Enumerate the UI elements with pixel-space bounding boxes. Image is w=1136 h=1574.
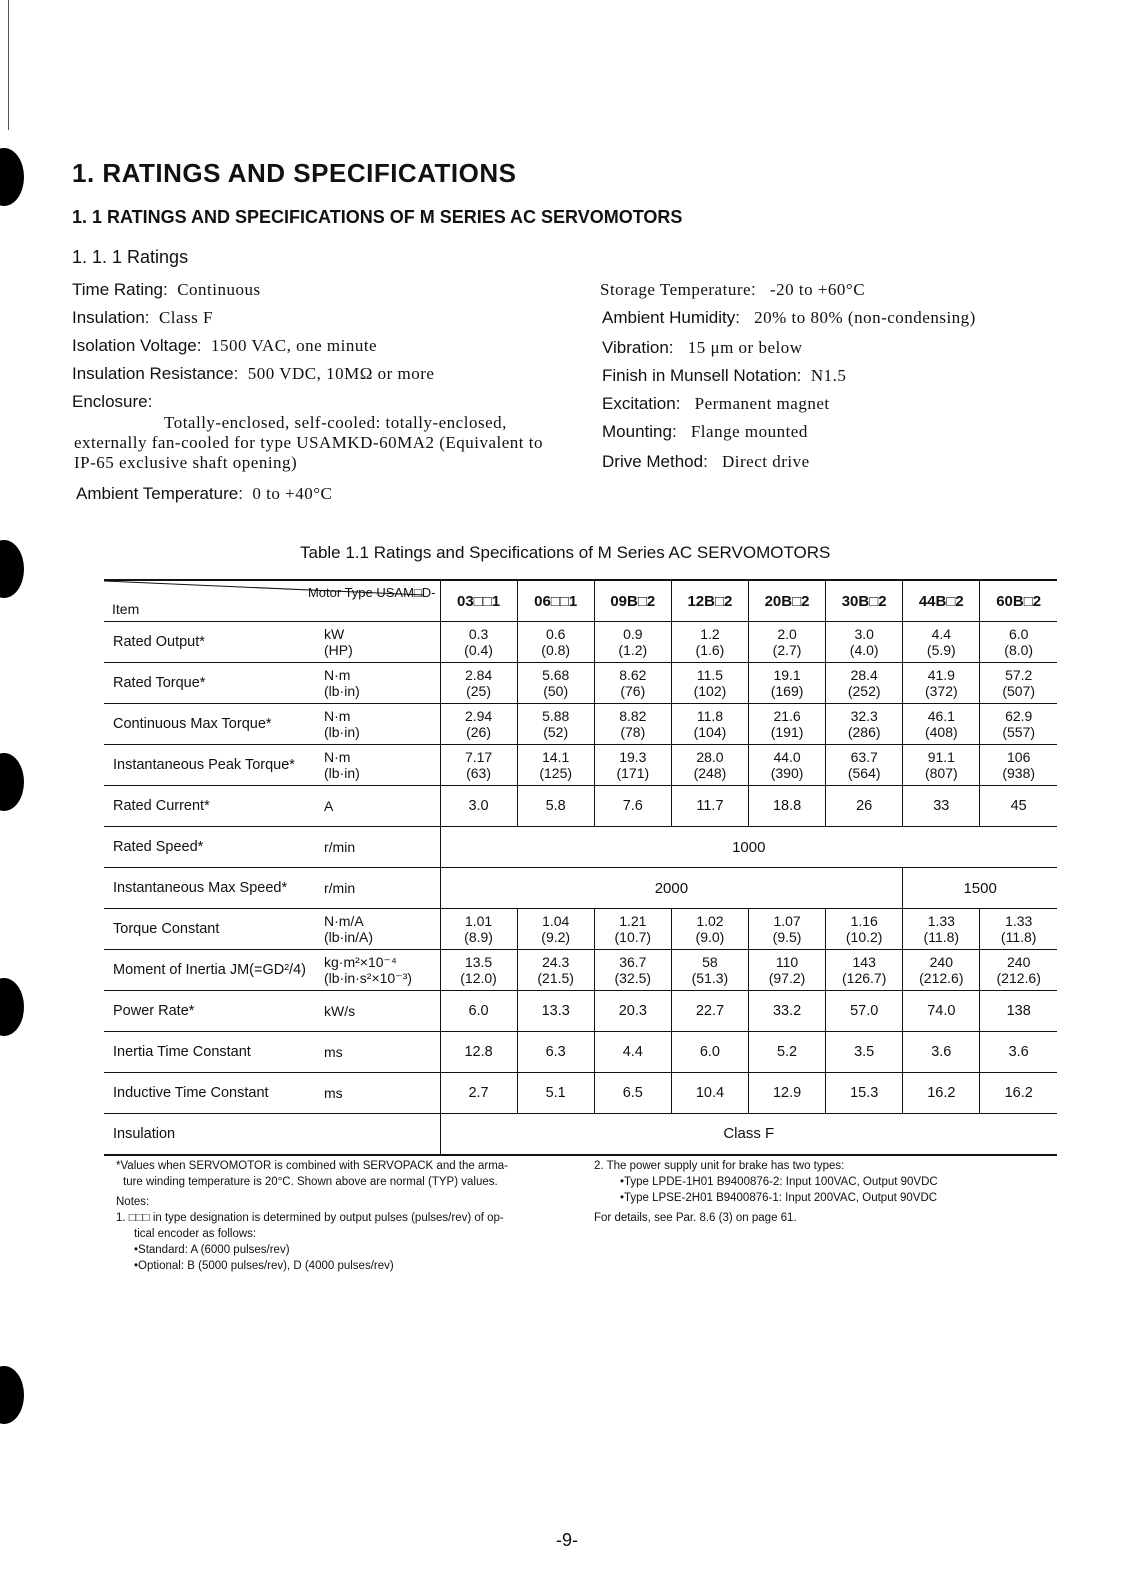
column-header: 44B□2	[903, 580, 980, 622]
table-cell: 33.2	[749, 991, 826, 1032]
footnote-line: 2. The power supply unit for brake has two types:	[594, 1160, 845, 1172]
subsubsection-title: 1. 1. 1 Ratings	[72, 247, 189, 267]
table-merged-cell: Class F	[440, 1114, 1057, 1155]
row-unit: N·m/A (lb·in/A)	[324, 909, 440, 950]
table-cell: 11.7	[671, 786, 748, 827]
table-cell: 2.94 (26)	[440, 704, 517, 745]
table-cell: 18.8	[749, 786, 826, 827]
table-cell: 5.2	[749, 1032, 826, 1073]
table-cell: 0.6 (0.8)	[517, 622, 594, 663]
row-unit: kg·m²×10⁻⁴ (lb·in·s²×10⁻³)	[324, 950, 440, 991]
table-cell: 1.33 (11.8)	[903, 909, 980, 950]
footnote-line: •Standard: A (6000 pulses/rev)	[134, 1244, 290, 1256]
table-cell: 91.1 (807)	[903, 745, 980, 786]
table-cell: 2.7	[440, 1073, 517, 1114]
table-header-row	[104, 580, 1057, 622]
spec-value: Flange mounted	[690, 422, 808, 441]
spec-insulation-resistance: Insulation Resistance: 500 VDC, 10MΩ or more	[72, 364, 435, 383]
footnotes-left	[116, 1158, 586, 1274]
spec-enclosure-value: Totally-enclosed, self-cooled: totally-enclosed, externally fan-cooled for type USAMKD-60MA2 (Equivalent to IP-65 exclusive shaft opening)	[74, 413, 543, 472]
table-cell: 3.0	[440, 786, 517, 827]
spec-value: -20 to +60°C	[769, 280, 866, 299]
spec-ambient-temperature: Ambient Temperature: 0 to +40°C	[76, 484, 333, 503]
ratings-table	[104, 579, 1057, 1156]
row-unit: N·m (lb·in)	[324, 704, 440, 745]
table-cell: 74.0	[903, 991, 980, 1032]
punch-hole	[0, 978, 24, 1036]
table-cell: 10.4	[671, 1073, 748, 1114]
table-row	[104, 1032, 1057, 1073]
spec-label: Storage Temperature	[600, 280, 752, 299]
ratings-table-body	[104, 580, 1057, 1155]
row-unit: ms	[324, 1032, 440, 1073]
row-unit: kW/s	[324, 991, 440, 1032]
table-cell: 6.5	[594, 1073, 671, 1114]
table-cell: 240 (212.6)	[980, 950, 1057, 991]
table-cell: 240 (212.6)	[903, 950, 980, 991]
table-cell: 1.01 (8.9)	[440, 909, 517, 950]
table-cell: 7.6	[594, 786, 671, 827]
table-cell: 1.07 (9.5)	[749, 909, 826, 950]
table-cell: 6.0	[671, 1032, 748, 1073]
table-row	[104, 991, 1057, 1032]
row-unit: N·m (lb·in)	[324, 663, 440, 704]
table-cell: 63.7 (564)	[826, 745, 903, 786]
table-cell: 2.84 (25)	[440, 663, 517, 704]
column-header: 06□□1	[517, 580, 594, 622]
table-cell: 1.2 (1.6)	[671, 622, 748, 663]
row-item-label: Rated Current*	[104, 786, 324, 827]
table-cell: 6.3	[517, 1032, 594, 1073]
table-cell: 44.0 (390)	[749, 745, 826, 786]
row-item-label: Insulation	[104, 1114, 324, 1155]
spec-enclosure-label: Enclosure:	[72, 392, 153, 411]
table-cell: 24.3 (21.5)	[517, 950, 594, 991]
table-merged-cell: 2000	[440, 868, 903, 909]
spec-mounting: Mounting: Flange mounted	[602, 422, 808, 441]
table-cell: 8.82 (78)	[594, 704, 671, 745]
column-header: 30B□2	[826, 580, 903, 622]
table-row	[104, 950, 1057, 991]
table-cell: 0.9 (1.2)	[594, 622, 671, 663]
table-cell: 138	[980, 991, 1057, 1032]
punch-hole	[0, 1366, 24, 1424]
table-cell: 143 (126.7)	[826, 950, 903, 991]
table-cell: 16.2	[980, 1073, 1057, 1114]
table-cell: 5.68 (50)	[517, 663, 594, 704]
table-cell: 4.4 (5.9)	[903, 622, 980, 663]
scan-edge-line	[8, 0, 9, 130]
footnote-line: tical encoder as follows:	[134, 1228, 257, 1240]
table-cell: 13.5 (12.0)	[440, 950, 517, 991]
table-row	[104, 663, 1057, 704]
table-row	[104, 745, 1057, 786]
table-row	[104, 909, 1057, 950]
table-cell: 6.0 (8.0)	[980, 622, 1057, 663]
motor-type-header: Motor Type USAM□D-	[307, 585, 436, 600]
table-cell: 1.02 (9.0)	[671, 909, 748, 950]
table-cell: 28.0 (248)	[671, 745, 748, 786]
row-unit: r/min	[324, 868, 440, 909]
row-unit: kW (HP)	[324, 622, 440, 663]
spec-value: 0 to +40°C	[252, 484, 333, 503]
table-cell: 20.3	[594, 991, 671, 1032]
table-cell: 3.6	[903, 1032, 980, 1073]
footnote-line: ture winding temperature is 20°C. Shown above are normal (TYP) values.	[123, 1176, 498, 1188]
table-cell: 46.1 (408)	[903, 704, 980, 745]
spec-label: Insulation Resistance	[72, 364, 234, 383]
spec-vibration: Vibration: 15 μm or below	[602, 338, 803, 357]
table-cell: 19.1 (169)	[749, 663, 826, 704]
footnote-line: •Optional: B (5000 pulses/rev), D (4000 pulses/rev)	[134, 1260, 394, 1272]
table-row	[104, 704, 1057, 745]
table-cell: 58 (51.3)	[671, 950, 748, 991]
spec-label: Time Rating	[72, 280, 164, 299]
row-unit: N·m (lb·in)	[324, 745, 440, 786]
spec-value: 500 VDC, 10MΩ or more	[247, 364, 435, 383]
table-cell: 3.6	[980, 1032, 1057, 1073]
spec-value: 15 μm or below	[687, 338, 803, 357]
table-cell: 8.62 (76)	[594, 663, 671, 704]
table-row	[104, 1073, 1057, 1114]
table-row	[104, 786, 1057, 827]
spec-value: Permanent magnet	[694, 394, 830, 413]
spec-label: Enclosure	[72, 392, 148, 411]
table-cell: 1.04 (9.2)	[517, 909, 594, 950]
table-row	[104, 622, 1057, 663]
row-item-label: Inductive Time Constant	[104, 1073, 324, 1114]
table-item-header	[104, 580, 440, 622]
row-unit: r/min	[324, 827, 440, 868]
table-cell: 14.1 (125)	[517, 745, 594, 786]
subsection-title: 1. 1 RATINGS AND SPECIFICATIONS OF M SERIES AC SERVOMOTORS	[72, 207, 683, 227]
table-cell: 62.9 (557)	[980, 704, 1057, 745]
table-cell: 5.88 (52)	[517, 704, 594, 745]
table-cell: 57.2 (507)	[980, 663, 1057, 704]
spec-value: Class F	[158, 308, 213, 327]
spec-insulation: Insulation: Class F	[72, 308, 213, 327]
spec-value: Direct drive	[722, 452, 810, 471]
table-row	[104, 827, 1057, 868]
table-row	[104, 868, 1057, 909]
footnote-line: •Type LPDE-1H01 B9400876-2: Input 100VAC, Output 90VDC	[620, 1176, 938, 1188]
row-item-label: Inertia Time Constant	[104, 1032, 324, 1073]
table-cell: 106 (938)	[980, 745, 1057, 786]
column-header: 09B□2	[594, 580, 671, 622]
spec-time-rating: Time Rating: Continuous	[72, 280, 261, 299]
footnotes-right	[594, 1158, 1054, 1226]
table-cell: 0.3 (0.4)	[440, 622, 517, 663]
table-cell: 11.5 (102)	[671, 663, 748, 704]
row-item-label: Torque Constant	[104, 909, 324, 950]
spec-label: Ambient Humidity	[602, 308, 736, 327]
spec-value: Continuous	[177, 280, 261, 299]
spec-excitation: Excitation: Permanent magnet	[602, 394, 830, 413]
spec-label: Mounting	[602, 422, 672, 441]
table-cell: 2.0 (2.7)	[749, 622, 826, 663]
table-cell: 1.21 (10.7)	[594, 909, 671, 950]
table-cell: 1.33 (11.8)	[980, 909, 1057, 950]
spec-isolation-voltage: Isolation Voltage: 1500 VAC, one minute	[72, 336, 378, 355]
column-header: 20B□2	[749, 580, 826, 622]
page-number: -9-	[556, 1530, 578, 1550]
table-cell: 12.9	[749, 1073, 826, 1114]
spec-label: Ambient Temperature	[76, 484, 239, 503]
spec-value: N1.5	[810, 366, 847, 385]
table-caption: Table 1.1 Ratings and Specifications of M Series AC SERVOMOTORS	[300, 543, 831, 562]
table-cell: 1.16 (10.2)	[826, 909, 903, 950]
column-header: 03□□1	[440, 580, 517, 622]
table-cell: 15.3	[826, 1073, 903, 1114]
table-cell: 110 (97.2)	[749, 950, 826, 991]
spec-label: Excitation	[602, 394, 676, 413]
footnote-line: Notes:	[116, 1196, 150, 1208]
spec-finish: Finish in Munsell Notation: N1.5	[602, 366, 847, 385]
spec-drive-method: Drive Method: Direct drive	[602, 452, 810, 471]
spec-ambient-humidity: Ambient Humidity: 20% to 80% (non-condensing)	[602, 308, 976, 327]
section-title: 1. RATINGS AND SPECIFICATIONS	[72, 158, 517, 188]
spec-storage-temperature: Storage Temperature: -20 to +60°C	[600, 280, 866, 299]
table-cell: 33	[903, 786, 980, 827]
table-cell: 12.8	[440, 1032, 517, 1073]
item-header: Item	[112, 601, 140, 617]
table-cell: 5.8	[517, 786, 594, 827]
table-cell: 3.5	[826, 1032, 903, 1073]
table-cell: 3.0 (4.0)	[826, 622, 903, 663]
footnote-line: For details, see Par. 8.6 (3) on page 61.	[594, 1212, 797, 1224]
footnote-line: •Type LPSE-2H01 B9400876-1: Input 200VAC, Output 90VDC	[620, 1192, 938, 1204]
row-unit	[324, 1114, 440, 1155]
spec-value: 1500 VAC, one minute	[210, 336, 378, 355]
spec-value: 20% to 80% (non-condensing)	[754, 308, 976, 327]
column-header: 60B□2	[980, 580, 1057, 622]
table-cell: 13.3	[517, 991, 594, 1032]
spec-label: Insulation	[72, 308, 145, 327]
table-cell: 21.6 (191)	[749, 704, 826, 745]
table-cell: 36.7 (32.5)	[594, 950, 671, 991]
row-item-label: Moment of Inertia JM(=GD²/4)	[104, 950, 324, 991]
table-merged-cell: 1500	[903, 868, 1057, 909]
table-cell: 4.4	[594, 1032, 671, 1073]
table-cell: 22.7	[671, 991, 748, 1032]
spec-label: Drive Method	[602, 452, 704, 471]
punch-hole	[0, 540, 24, 598]
table-cell: 28.4 (252)	[826, 663, 903, 704]
table-cell: 45	[980, 786, 1057, 827]
column-header: 12B□2	[671, 580, 748, 622]
spec-label: Vibration	[602, 338, 669, 357]
row-item-label: Rated Output*	[104, 622, 324, 663]
punch-hole	[0, 753, 24, 811]
table-cell: 7.17 (63)	[440, 745, 517, 786]
table-cell: 32.3 (286)	[826, 704, 903, 745]
row-item-label: Power Rate*	[104, 991, 324, 1032]
table-cell: 16.2	[903, 1073, 980, 1114]
row-item-label: Continuous Max Torque*	[104, 704, 324, 745]
table-cell: 41.9 (372)	[903, 663, 980, 704]
footnote-line: 1. □□□ in type designation is determined by output pulses (pulses/rev) of op-	[116, 1212, 504, 1224]
table-row	[104, 1114, 1057, 1155]
table-cell: 11.8 (104)	[671, 704, 748, 745]
footnote-line: *Values when SERVOMOTOR is combined with SERVOPACK and the arma-	[116, 1160, 509, 1172]
table-cell: 5.1	[517, 1073, 594, 1114]
table-cell: 6.0	[440, 991, 517, 1032]
row-unit: A	[324, 786, 440, 827]
spec-label: Finish in Munsell Notation	[602, 366, 797, 385]
table-cell: 19.3 (171)	[594, 745, 671, 786]
spec-label: Isolation Voltage	[72, 336, 197, 355]
table-cell: 26	[826, 786, 903, 827]
row-item-label: Instantaneous Peak Torque*	[104, 745, 324, 786]
row-item-label: Instantaneous Max Speed*	[104, 868, 324, 909]
row-unit: ms	[324, 1073, 440, 1114]
table-cell: 57.0	[826, 991, 903, 1032]
punch-hole	[0, 148, 24, 206]
table-merged-cell: 1000	[440, 827, 1057, 868]
row-item-label: Rated Speed*	[104, 827, 324, 868]
row-item-label: Rated Torque*	[104, 663, 324, 704]
